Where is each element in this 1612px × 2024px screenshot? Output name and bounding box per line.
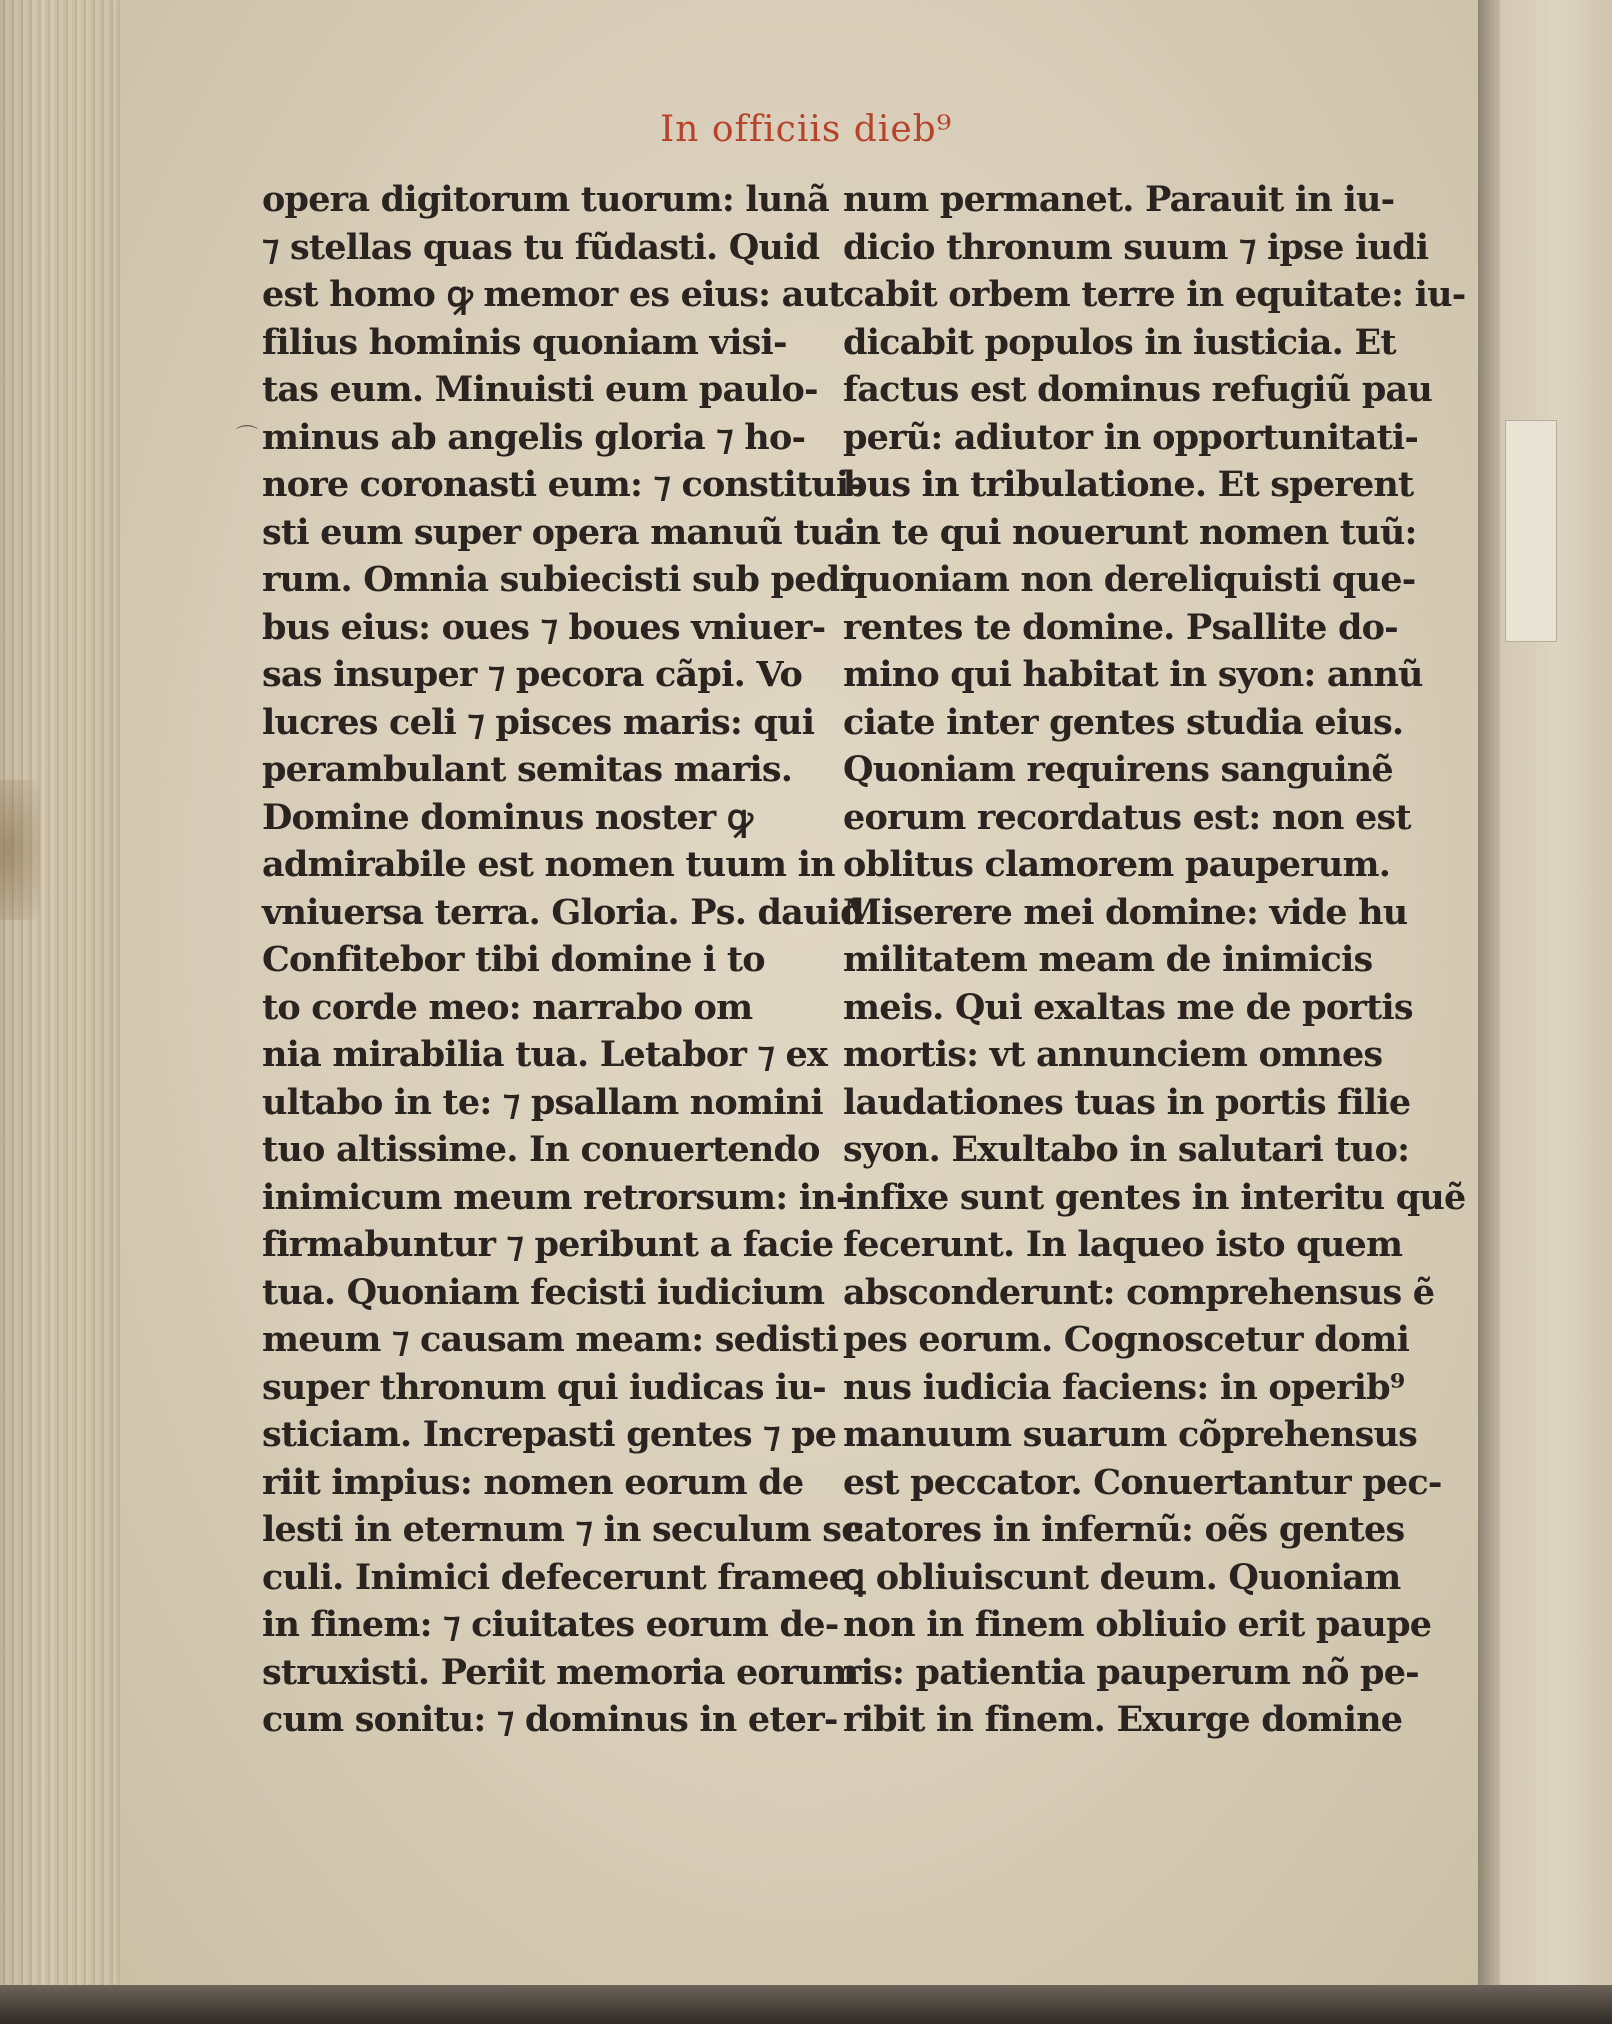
- text-line: filius hominis quoniam visi-: [262, 321, 787, 363]
- text-line: meum ⁊ causam meam: sedisti: [262, 1319, 839, 1360]
- text-line: laudationes tuas in portis filie: [843, 1081, 1411, 1123]
- text-line: Domine dominus noster ꝙ: [262, 796, 753, 838]
- text-line: perũ: adiutor in opportunitati-: [843, 416, 1419, 458]
- page-edges: [0, 0, 140, 2024]
- text-line: manuum suarum cõprehensus: [843, 1414, 1418, 1455]
- text-line: bus eius: oues ⁊ boues vniuer-: [262, 606, 826, 648]
- text-line: Confitebor tibi domine i to: [262, 939, 765, 980]
- text-line: struxisti. Periit memoria eorum: [262, 1651, 859, 1693]
- text-line: riit impius: nomen eorum de: [262, 1461, 804, 1503]
- text-line: absconderunt: comprehensus ẽ: [843, 1271, 1435, 1313]
- text-line: vniuersa terra. Gloria. Ps. dauid: [262, 891, 864, 933]
- text-line: tas eum. Minuisti eum paulo-: [262, 369, 818, 410]
- running-head: In officiis dieb⁹: [660, 109, 953, 150]
- facing-page-edge: [1500, 0, 1612, 2024]
- text-line: Quoniam requirens sanguinẽ: [843, 749, 1393, 790]
- text-line: ciate inter gentes studia eius.: [843, 701, 1404, 743]
- text-line: to corde meo: narrabo om: [262, 986, 753, 1028]
- text-line: sti eum super opera manuũ tua: [262, 511, 856, 553]
- text-line: syon. Exultabo in salutari tuo:: [843, 1129, 1410, 1170]
- text-line: rum. Omnia subiecisti sub pedi: [262, 559, 852, 600]
- text-line: militatem meam de inimicis: [843, 939, 1373, 980]
- right-text-column: [843, 176, 1466, 1776]
- text-line: tuo altissime. In conuertendo: [262, 1129, 820, 1170]
- text-line: admirabile est nomen tuum in: [262, 844, 835, 885]
- text-line: meis. Qui exaltas me de portis: [843, 986, 1413, 1028]
- text-line: pes eorum. Cognoscetur domi: [843, 1319, 1410, 1360]
- paper-stain: [0, 780, 40, 920]
- text-line: lesti in eternum ⁊ in seculum se: [262, 1509, 863, 1550]
- text-line: ribit in finem. Exurge domine: [843, 1699, 1403, 1740]
- text-line: bus in tribulatione. Et sperent: [843, 464, 1414, 505]
- text-line: ꝗ obliuiscunt deum. Quoniam: [843, 1556, 1401, 1598]
- text-line: ris: patientia pauperum nõ pe-: [843, 1651, 1419, 1693]
- text-line: firmabuntur ⁊ peribunt a facie: [262, 1224, 834, 1265]
- text-line: eorum recordatus est: non est: [843, 796, 1411, 838]
- text-line: est homo ꝙ memor es eius: aut: [262, 274, 844, 315]
- text-line: tua. Quoniam fecisti iudicium: [262, 1271, 825, 1313]
- text-line: mortis: vt annunciem omnes: [843, 1034, 1383, 1075]
- text-line: lucres celi ⁊ pisces maris: qui: [262, 701, 815, 743]
- text-line: cum sonitu: ⁊ dominus in eter-: [262, 1699, 838, 1740]
- text-line: ⁊ stellas quas tu fũdasti. Quid: [262, 226, 820, 268]
- text-line: inimicum meum retrorsum: in-: [262, 1176, 850, 1218]
- text-line: oblitus clamorem pauperum.: [843, 844, 1391, 885]
- text-line: ultabo in te: ⁊ psallam nomini: [262, 1081, 823, 1123]
- text-line: cabit orbem terre in equitate: iu-: [843, 274, 1466, 315]
- margin-mark: ⌒: [236, 425, 259, 450]
- text-line: nus iudicia faciens: in operib⁹: [843, 1366, 1405, 1408]
- text-line: mino qui habitat in syon: annũ: [843, 654, 1423, 695]
- text-line: sas insuper ⁊ pecora cãpi. Vo: [262, 654, 803, 695]
- paper-tab: [1505, 420, 1557, 642]
- text-line: sticiam. Increpasti gentes ⁊ pe: [262, 1414, 837, 1455]
- text-line: est peccator. Conuertantur pec-: [843, 1461, 1442, 1503]
- text-line: in te qui nouerunt nomen tuũ:: [843, 511, 1417, 553]
- text-line: infixe sunt gentes in interitu quẽ: [843, 1176, 1466, 1218]
- table-surface: [0, 1985, 1612, 2024]
- text-line: super thronum qui iudicas iu-: [262, 1366, 826, 1408]
- text-line: nia mirabilia tua. Letabor ⁊ ex: [262, 1034, 828, 1075]
- text-line: catores in infernũ: oẽs gentes: [843, 1509, 1405, 1550]
- left-text-column: [262, 176, 864, 1776]
- text-line: factus est dominus refugiũ pau: [843, 369, 1433, 410]
- text-line: opera digitorum tuorum: lunã: [262, 179, 829, 220]
- text-line: quoniam non dereliquisti que-: [843, 559, 1416, 600]
- text-line: Miserere mei domine: vide hu: [843, 891, 1408, 933]
- text-line: minus ab angelis gloria ⁊ ho-: [262, 416, 806, 458]
- text-line: rentes te domine. Psallite do-: [843, 606, 1398, 648]
- text-line: perambulant semitas maris.: [262, 749, 793, 790]
- text-line: non in finem obliuio erit paupe: [843, 1604, 1432, 1645]
- text-line: culi. Inimici defecerunt framee: [262, 1556, 851, 1598]
- text-line: dicabit populos in iusticia. Et: [843, 321, 1396, 363]
- text-line: dicio thronum suum ⁊ ipse iudi: [843, 226, 1429, 268]
- text-line: in finem: ⁊ ciuitates eorum de-: [262, 1604, 839, 1645]
- text-line: num permanet. Parauit in iu-: [843, 179, 1395, 220]
- text-line: fecerunt. In laqueo isto quem: [843, 1224, 1403, 1265]
- text-line: nore coronasti eum: ⁊ constitui-: [262, 464, 863, 505]
